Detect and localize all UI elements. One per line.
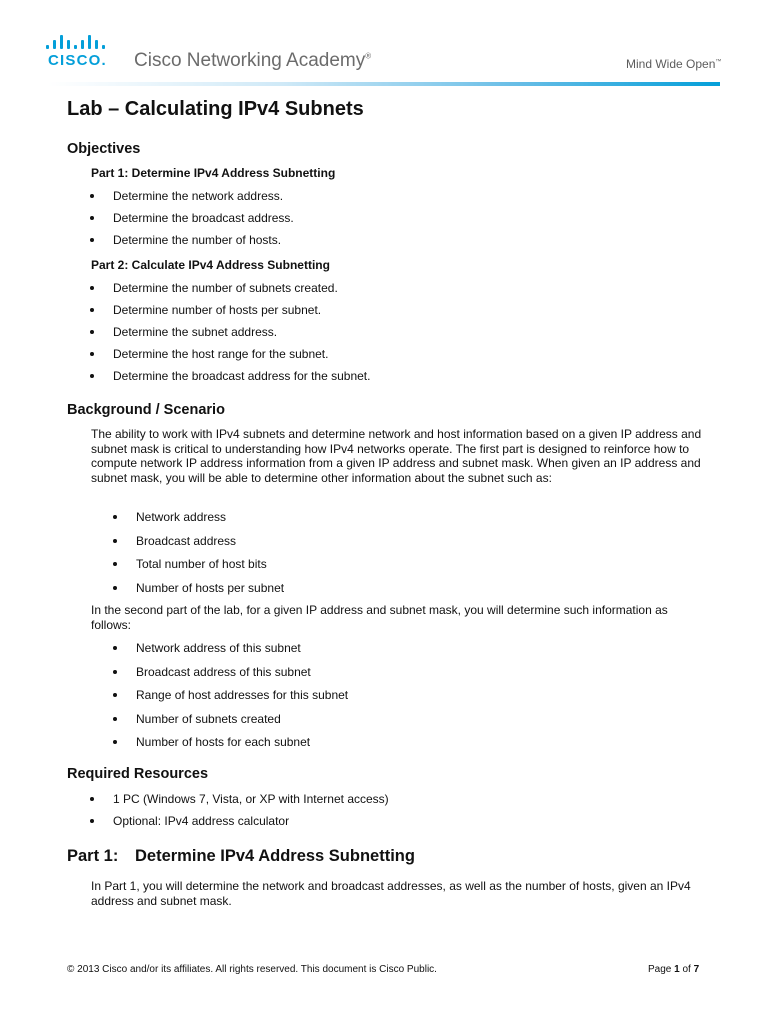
list-item: Determine the number of subnets created. (90, 281, 730, 303)
background-paragraph-1: The ability to work with IPv4 subnets and determine network and host information based on a given IP address and subnet mask is critical to understanding how IPv4 networks operate. The first part is designed to reinforce how to compute network IP address information from a given IP address and subnet mask. When given an IP address and subnet mask, you will be able to determine other information about the subnet such as: (91, 427, 702, 485)
cisco-logo-bars-icon (46, 33, 114, 49)
lab-title: Lab – Calculating IPv4 Subnets (67, 98, 364, 120)
list-item: Range of host addresses for this subnet (113, 688, 713, 712)
bullet-icon (90, 330, 94, 334)
part1-heading (67, 847, 415, 866)
bullet-icon (90, 194, 94, 198)
list-item: Determine the subnet address. (90, 325, 730, 347)
bullet-icon (113, 670, 117, 674)
header-divider (48, 82, 720, 86)
bullet-icon (90, 352, 94, 356)
objectives-part1-list (90, 189, 730, 255)
bullet-icon (90, 216, 94, 220)
list-item: Determine number of hosts per subnet. (90, 303, 730, 325)
background-paragraph-2: In the second part of the lab, for a given IP address and subnet mask, you will determine such information as follows: (91, 603, 668, 632)
background-heading: Background / Scenario (67, 402, 225, 418)
list-item: Number of subnets created (113, 712, 713, 736)
bullet-icon (90, 374, 94, 378)
list-item: Optional: IPv4 address calculator (90, 814, 730, 836)
list-item: Determine the broadcast address for the subnet. (90, 369, 730, 391)
list-item: Determine the number of hosts. (90, 233, 730, 255)
bullet-icon (90, 238, 94, 242)
objectives-part2-list (90, 281, 730, 391)
bullet-icon (90, 797, 94, 801)
page-header (0, 0, 768, 90)
part1-paragraph: In Part 1, you will determine the network and broadcast addresses, as well as the number of hosts, given an IPv4 address and subnet mask. (91, 879, 691, 908)
footer-copyright: © 2013 Cisco and/or its affiliates. All rights reserved. This document is Cisco Public. (67, 964, 437, 975)
bullet-icon (90, 286, 94, 290)
tagline: Mind Wide Open™ (626, 57, 722, 71)
bullet-icon (113, 562, 117, 566)
bullet-icon (113, 693, 117, 697)
list-item: Determine the host range for the subnet. (90, 347, 730, 369)
background-list-2 (113, 641, 713, 759)
list-item: Total number of host bits (113, 557, 713, 581)
resources-heading: Required Resources (67, 766, 209, 782)
bullet-icon (113, 646, 117, 650)
part1-number: Part 1: (67, 847, 119, 865)
objectives-heading: Objectives (67, 141, 141, 157)
list-item: Broadcast address (113, 534, 713, 558)
objectives-part1-heading: Part 1: Determine IPv4 Address Subnetting (91, 166, 336, 180)
list-item: Determine the broadcast address. (90, 211, 730, 233)
background-list-1 (113, 510, 713, 604)
bullet-icon (113, 539, 117, 543)
list-item: Number of hosts per subnet (113, 581, 713, 605)
bullet-icon (113, 740, 117, 744)
bullet-icon (113, 586, 117, 590)
objectives-part2-heading: Part 2: Calculate IPv4 Address Subnetting (91, 258, 330, 272)
list-item: Determine the network address. (90, 189, 730, 211)
list-item: 1 PC (Windows 7, Vista, or XP with Internet access) (90, 792, 730, 814)
resources-list (90, 792, 730, 836)
bullet-icon (90, 819, 94, 823)
part1-title: Determine IPv4 Address Subnetting (135, 847, 415, 865)
list-item: Broadcast address of this subnet (113, 665, 713, 689)
list-item: Network address (113, 510, 713, 534)
bullet-icon (113, 717, 117, 721)
footer-page-number: Page 1 of 7 (648, 964, 700, 975)
bullet-icon (90, 308, 94, 312)
academy-title: Cisco Networking Academy® (134, 50, 372, 71)
list-item: Number of hosts for each subnet (113, 735, 713, 759)
cisco-logo-wordmark: CISCO. (48, 52, 107, 69)
list-item: Network address of this subnet (113, 641, 713, 665)
bullet-icon (113, 515, 117, 519)
